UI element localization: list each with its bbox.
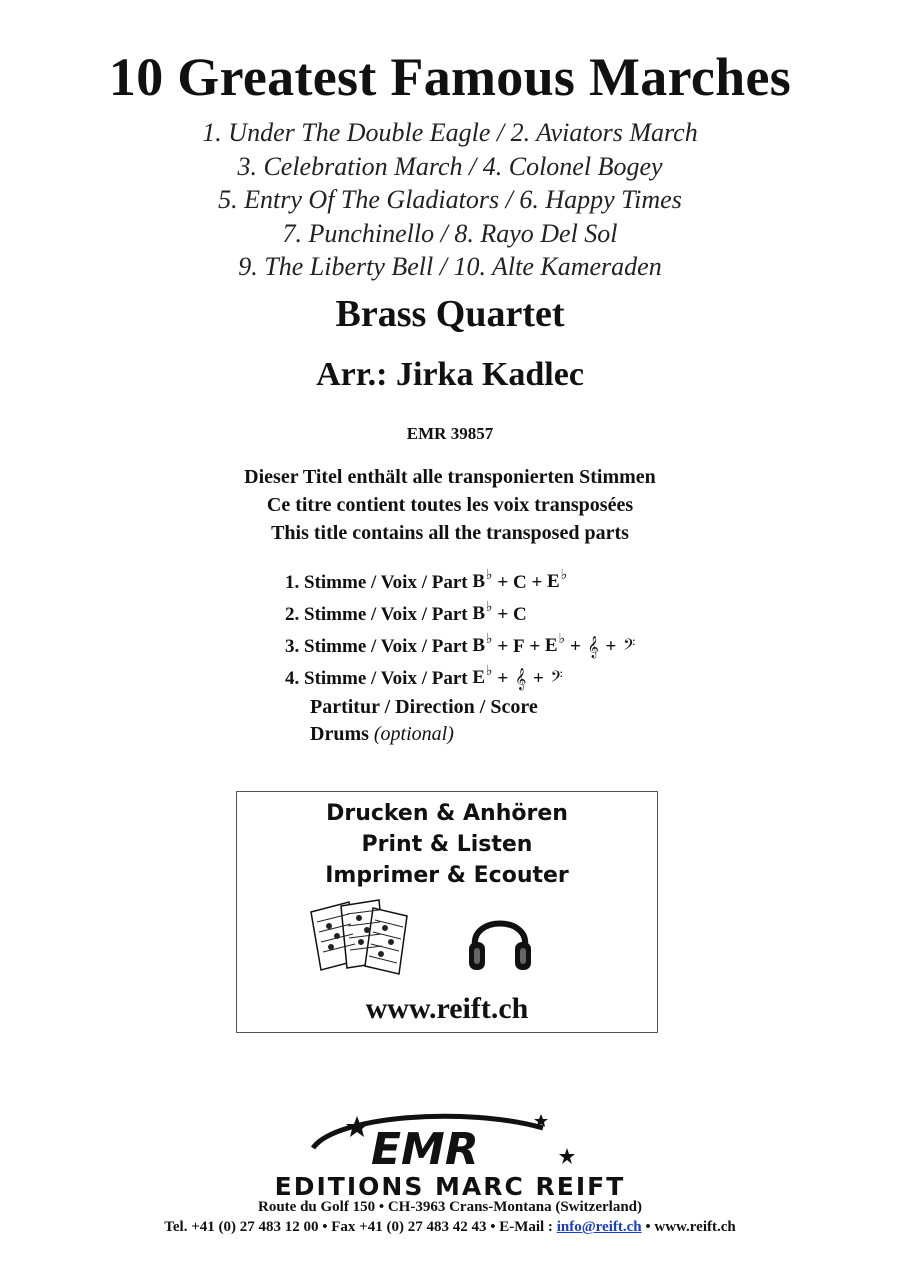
part-token: + xyxy=(497,668,509,689)
part-token: + xyxy=(569,636,581,657)
drums-label: Drums xyxy=(310,723,369,745)
notice-english: This title contains all the transposed parts xyxy=(271,522,629,544)
part-token: C xyxy=(512,572,527,593)
part-token: F xyxy=(512,636,525,657)
promo-lines xyxy=(237,798,657,891)
treble-clef-icon: 𝄞 xyxy=(587,636,599,658)
sheet-music-icon xyxy=(307,896,419,976)
part-line-1 xyxy=(285,567,642,599)
print-listen-box[interactable] xyxy=(236,791,658,1033)
extras-list xyxy=(310,694,538,748)
headphones-icon xyxy=(465,902,535,976)
contact-website: • www.reift.ch xyxy=(645,1219,736,1235)
promo-line-english: Print & Listen xyxy=(361,832,533,857)
part-line-label: 1. Stimme / Voix / Part xyxy=(285,572,473,593)
drums-line xyxy=(310,721,538,748)
catalog-number: EMR 39857 xyxy=(406,424,494,443)
part-token: + xyxy=(497,636,509,657)
promo-url-link[interactable]: www.reift.ch xyxy=(365,992,529,1025)
song-line: 3. Celebration March / 4. Colonel Bogey xyxy=(237,151,663,181)
treble-clef-icon: 𝄞 xyxy=(514,668,527,690)
song-line: 7. Punchinello / 8. Rayo Del Sol xyxy=(282,218,618,248)
promo-line-german: Drucken & Anhören xyxy=(326,801,568,826)
contact-phone-fax: Tel. +41 (0) 27 483 12 00 • Fax +41 (0) 27 483 42 43 • E-Mail : xyxy=(164,1219,553,1235)
part-line-label: 4. Stimme / Voix / Part xyxy=(285,668,473,689)
part-line-label: 3. Stimme / Voix / Part xyxy=(285,636,473,657)
page-title: 10 Greatest Famous Marches xyxy=(108,47,792,107)
arranger-heading: Arr.: Jirka Kadlec xyxy=(316,356,584,393)
notice-german: Dieser Titel enthält alle transponierten Stimmen xyxy=(244,466,656,488)
transposed-parts-notice xyxy=(0,463,900,547)
part-token: + xyxy=(532,668,544,689)
part-line-label: 2. Stimme / Voix / Part xyxy=(285,604,473,625)
notice-french: Ce titre contient toutes les voix transposées xyxy=(266,494,634,516)
ensemble-heading: Brass Quartet xyxy=(335,293,565,335)
emr-logo xyxy=(305,1108,595,1172)
key-label: B♭ xyxy=(472,632,493,656)
publisher-contact xyxy=(0,1219,900,1236)
promo-line-french: Imprimer & Ecouter xyxy=(325,863,569,888)
key-label: B♭ xyxy=(472,600,493,624)
part-line-4 xyxy=(285,663,642,695)
key-label: B♭ xyxy=(472,568,493,592)
svg-text:EMR: EMR xyxy=(371,1124,479,1172)
part-token: + xyxy=(497,572,509,593)
part-line-3 xyxy=(285,631,642,663)
publisher-name: EDITIONS MARC REIFT xyxy=(274,1172,626,1201)
score-line: Partitur / Direction / Score xyxy=(310,696,538,718)
part-token: C xyxy=(512,604,527,625)
key-label: E♭ xyxy=(547,568,568,592)
song-line: 9. The Liberty Bell / 10. Alte Kameraden xyxy=(238,252,662,281)
bass-clef-icon: 𝄢 xyxy=(623,636,636,658)
part-token: + xyxy=(497,604,509,625)
part-token: + xyxy=(529,636,541,657)
song-list xyxy=(0,116,900,284)
part-line-2 xyxy=(285,599,642,631)
key-label: E♭ xyxy=(544,632,566,656)
parts-list xyxy=(285,567,642,695)
part-token: + xyxy=(531,572,543,593)
email-link[interactable]: info@reift.ch xyxy=(556,1219,642,1235)
publisher-address: Route du Golf 150 • CH-3963 Crans-Montana (Switzerland) xyxy=(258,1199,642,1215)
key-label: E♭ xyxy=(472,664,493,688)
song-line: 1. Under The Double Eagle / 2. Aviators March xyxy=(202,118,698,147)
part-token: + xyxy=(605,636,617,657)
song-line: 5. Entry Of The Gladiators / 6. Happy Times xyxy=(218,185,682,214)
bass-clef-icon: 𝄢 xyxy=(550,668,563,690)
drums-optional-note: (optional) xyxy=(373,723,454,745)
